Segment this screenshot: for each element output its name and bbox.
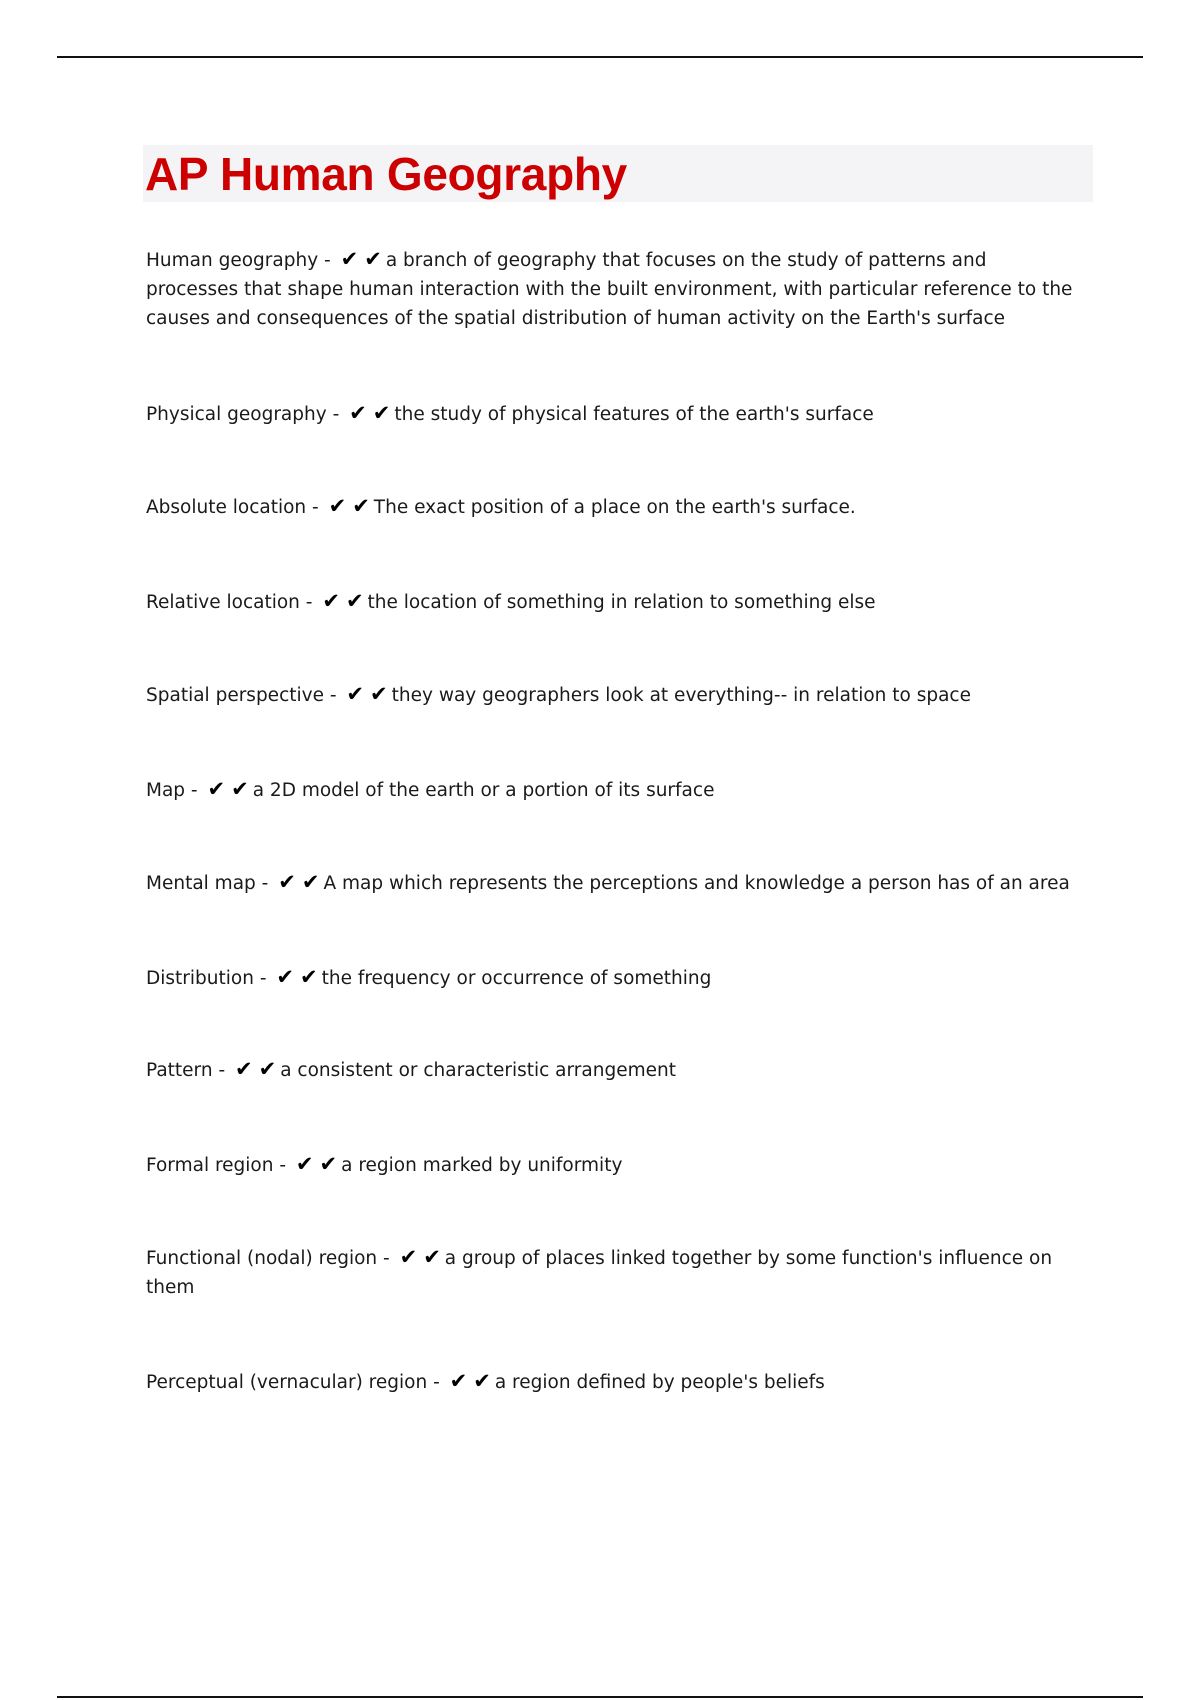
glossary-definition: a region defined by people's beliefs [494,1372,825,1393]
term-separator: - [299,592,319,613]
check-mark-icon: ✔ [258,1057,277,1081]
check-mark-icon: ✔ [346,682,365,706]
check-mark-icon: ✔ [372,401,391,425]
check-mark-icon: ✔ [276,965,294,989]
double-check-icon [349,399,392,428]
glossary-term: Human geography [146,250,319,271]
glossary-term: Absolute location [146,497,307,518]
glossary-entry [146,399,1076,429]
page-title: AP Human Geography [145,148,627,200]
check-mark-icon: ✔ [231,777,249,801]
glossary-definition: a branch of geography that focuses on the study of patterns and processes that shape human interaction with the built environment, with particular reference to the causes and consequences of the spatial distribution of human activity on the Earth's surface [146,250,1073,329]
glossary-entry [146,680,1076,710]
glossary-term: Relative location [146,592,300,613]
glossary-entry [146,245,1076,333]
term-separator: - [253,968,273,989]
check-mark-icon: ✔ [235,1057,253,1081]
check-mark-icon: ✔ [370,682,388,706]
check-mark-icon: ✔ [328,494,347,518]
glossary-entry [146,1367,1076,1397]
glossary-definition: the study of physical features of the earth's surface [394,404,874,425]
term-separator: - [323,685,343,706]
glossary-definition: the frequency or occurrence of something [321,968,712,989]
glossary-entry [146,868,1076,898]
term-separator: - [212,1060,231,1081]
double-check-icon [207,775,250,804]
check-mark-icon: ✔ [295,1152,314,1176]
glossary-definition: the location of something in relation to something else [367,592,876,613]
double-check-icon [278,868,321,897]
term-separator: - [427,1372,446,1393]
check-mark-icon: ✔ [399,1245,418,1269]
glossary-term: Formal region [146,1155,274,1176]
check-mark-icon: ✔ [473,1369,491,1393]
double-check-icon [346,680,389,709]
double-check-icon [329,492,372,521]
glossary-definition: The exact position of a place on the earth's surface. [373,497,856,518]
check-mark-icon: ✔ [340,247,359,271]
glossary-definition: a group of places linked together by some function's influence on them [146,1248,1053,1298]
glossary-entry [146,1055,1076,1085]
double-check-icon [450,1367,493,1396]
glossary-term: Map [146,780,186,801]
check-mark-icon: ✔ [278,870,296,894]
double-check-icon [400,1243,443,1272]
glossary-entry [146,587,1076,617]
term-separator: - [318,250,337,271]
glossary-term: Pattern [146,1060,213,1081]
glossary-definition: a consistent or characteristic arrangement [280,1060,676,1081]
glossary-entry [146,963,1076,993]
bottom-rule [57,1696,1143,1698]
glossary-definition: a region marked by uniformity [341,1155,623,1176]
check-mark-icon: ✔ [449,1369,468,1393]
glossary-entry [146,1150,1076,1180]
double-check-icon [235,1055,278,1084]
glossary-entry [146,775,1076,805]
glossary-term: Functional (nodal) region [146,1248,378,1269]
glossary-term: Physical geography [146,404,327,425]
check-mark-icon: ✔ [352,494,370,518]
term-separator: - [306,497,325,518]
check-mark-icon: ✔ [207,777,226,801]
glossary-definition: a 2D model of the earth or a portion of its surface [252,780,715,801]
glossary-entry [146,492,1076,522]
term-separator: - [377,1248,396,1269]
term-separator: - [273,1155,292,1176]
glossary-term: Mental map [146,873,256,894]
check-mark-icon: ✔ [423,1245,441,1269]
glossary-definition: A map which represents the perceptions and knowledge a person has of an area [323,873,1070,894]
check-mark-icon: ✔ [299,965,318,989]
glossary-term: Perceptual (vernacular) region [146,1372,428,1393]
top-rule [57,56,1143,58]
double-check-icon [322,587,365,616]
term-separator: - [185,780,204,801]
glossary-definition: they way geographers look at everything-- in relation to space [391,685,971,706]
term-separator: - [326,404,346,425]
check-mark-icon: ✔ [349,401,367,425]
check-mark-icon: ✔ [322,589,340,613]
glossary-term: Spatial perspective [146,685,324,706]
check-mark-icon: ✔ [364,247,382,271]
term-separator: - [255,873,275,894]
check-mark-icon: ✔ [345,589,364,613]
double-check-icon [276,963,319,992]
glossary-entry [146,1243,1076,1302]
double-check-icon [296,1150,339,1179]
glossary-term: Distribution [146,968,254,989]
check-mark-icon: ✔ [319,1152,338,1176]
check-mark-icon: ✔ [301,870,320,894]
double-check-icon [341,245,384,274]
